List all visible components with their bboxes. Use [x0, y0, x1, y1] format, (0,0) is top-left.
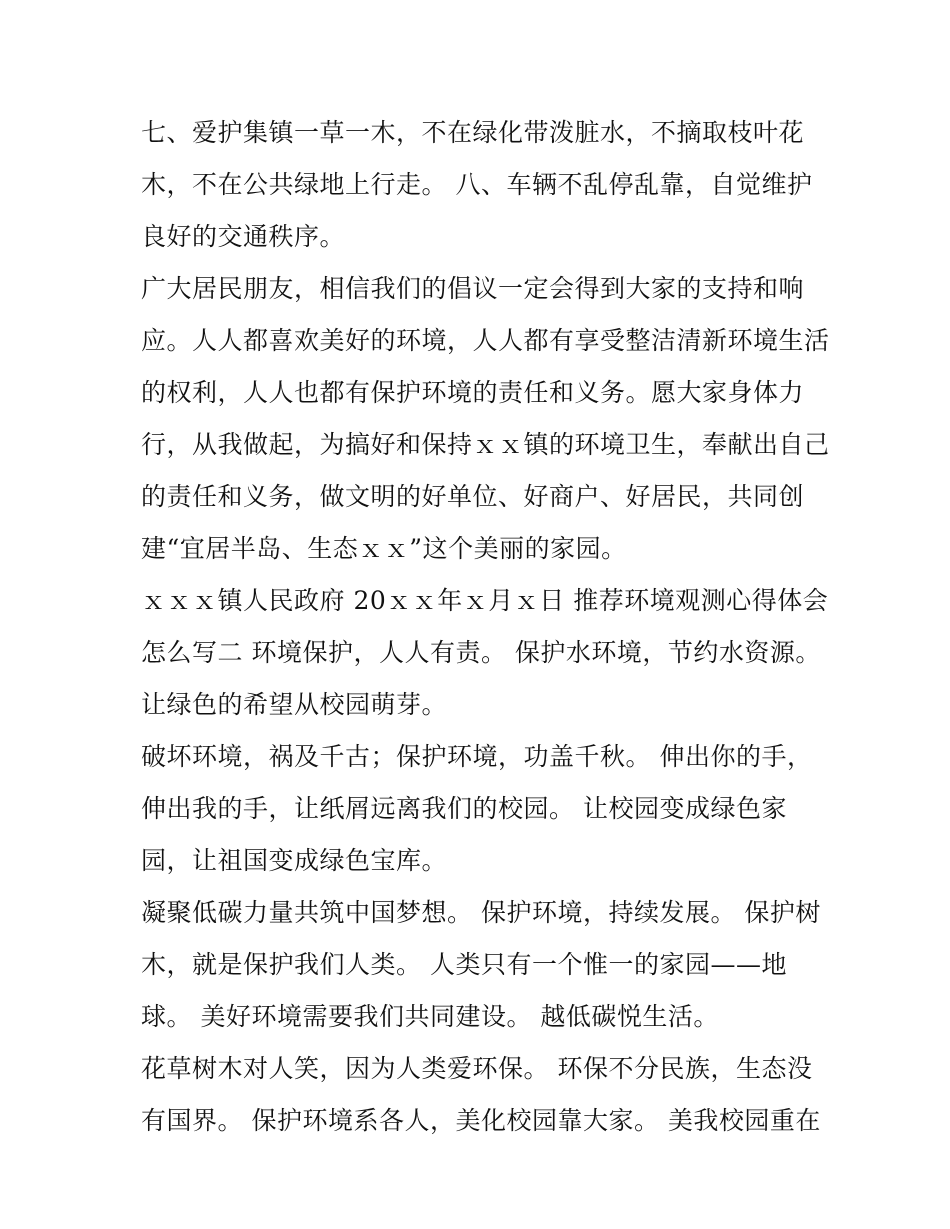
- text-line: 花草树木对人笑，因为人类爱环保。 环保不分民族，生态没: [141, 1054, 813, 1083]
- text-line: ｘｘｘ镇人民政府 20ｘｘ年ｘ月ｘ日 推荐环境观测心得体会: [141, 586, 829, 615]
- text-line: 园，让祖国变成绿色宝库。: [141, 846, 448, 875]
- text-line: 建“宜居半岛、生态ｘｘ”这个美丽的家园。: [141, 534, 627, 563]
- text-line: 有国界。 保护环境系各人，美化校园靠大家。 美我校园重在: [141, 1106, 821, 1135]
- text-line: 木，不在公共绿地上行走。 八、车辆不乱停乱靠，自觉维护: [141, 170, 813, 199]
- text-line: 破坏环境，祸及千古；保护环境，功盖千秋。 伸出你的手，: [141, 742, 813, 771]
- text-line: 七、爱护集镇一草一木，不在绿化带泼脏水，不摘取枝叶花: [141, 118, 805, 147]
- text-line: 广大居民朋友，相信我们的倡议一定会得到大家的支持和响: [141, 274, 805, 303]
- text-line: 的责任和义务，做文明的好单位、好商户、好居民，共同创: [141, 482, 805, 511]
- text-line: 应。人人都喜欢美好的环境，人人都有享受整洁清新环境生活: [141, 326, 830, 355]
- text-line: 怎么写二 环境保护，人人有责。 保护水环境，节约水资源。: [141, 638, 821, 667]
- text-line: 行，从我做起，为搞好和保持ｘｘ镇的环境卫生，奉献出自己: [141, 430, 830, 459]
- text-line: 伸出我的手，让纸屑远离我们的校园。 让校园变成绿色家: [141, 794, 787, 823]
- text-line: 让绿色的希望从校园萌芽。: [141, 690, 448, 719]
- text-line: 良好的交通秩序。: [141, 222, 346, 251]
- text-line: 木，就是保护我们人类。 人类只有一个惟一的家园——地: [141, 950, 787, 979]
- text-line: 凝聚低碳力量共筑中国梦想。 保护环境，持续发展。 保护树: [141, 898, 821, 927]
- document-body: [141, 107, 830, 1147]
- text-line: 的权利，人人也都有保护环境的责任和义务。愿大家身体力: [141, 378, 805, 407]
- text-line: 球。 美好环境需要我们共同建设。 越低碳悦生活。: [141, 1002, 719, 1031]
